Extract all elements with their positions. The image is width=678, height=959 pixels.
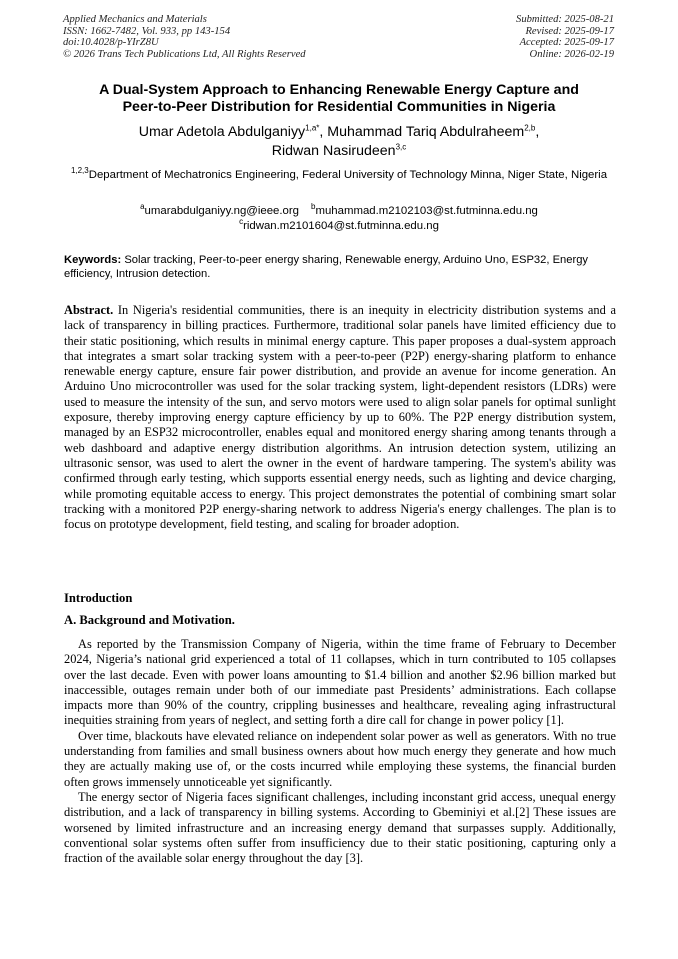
journal-header-right: [516, 14, 614, 60]
intro-paragraph-1: As reported by the Transmission Company of Nigeria, within the time frame of February to December 2024, Nigeria’s national grid experienced a total of 11 collapses, which in turn contributed to 105 collapses over the last decade. Even with power loans amounting to $1.4 billion and another $2.96 billion marked but inaccessible, outages remain under both of our immediate past Presidents’ administrations. Each collapse impacts more than 90% of the country, crippling businesses and healthcare, revealing aging infrastructural inequities straining from years of neglect, and setting forth a dire call for change in power policy [1].: [64, 637, 616, 728]
keywords-text: Solar tracking, Peer-to-peer energy sharing, Renewable energy, Arduino Uno, ESP32, Energy efficiency, Intrusion detection.: [64, 254, 589, 280]
author-1-sup: 1,a*: [305, 123, 320, 133]
revised-date: Revised: 2025-09-17: [525, 25, 614, 37]
journal-doi: doi:10.4028/p-YIrZ8U: [63, 37, 159, 49]
title-line-2: Peer-to-Peer Distribution for Residential Communities in Nigeria: [122, 99, 556, 115]
abstract-label: Abstract.: [64, 303, 114, 317]
affiliation: [60, 168, 618, 183]
email-c[interactable]: ridwan.m2101604@st.futminna.edu.ng: [243, 220, 439, 232]
author-3: Ridwan Nasirudeen: [271, 143, 396, 159]
email-a[interactable]: umarabdulganiyy.ng@ieee.org: [144, 205, 300, 217]
journal-copyright: © 2026 Trans Tech Publications Ltd, All Rights Reserved: [63, 48, 306, 60]
online-date: Online: 2026-02-19: [529, 48, 614, 60]
keywords-label: Keywords:: [64, 254, 122, 266]
author-2-sup: 2,b: [524, 123, 536, 133]
section-heading-introduction: Introduction: [64, 591, 133, 605]
author-1: Umar Adetola Abdulganiyy: [138, 124, 306, 140]
submitted-date: Submitted: 2025-08-21: [516, 14, 614, 25]
author-2: Muhammad Tariq Abdulraheem: [327, 124, 525, 140]
intro-paragraph-3: The energy sector of Nigeria faces significant challenges, including inconstant grid access, unequal energy distribution, and a lack of transparency in billing systems. According to Gbeminiyi et al.[2] These issues are worsened by limited infrastructure and an increasing energy demand that surpasses supply. Additionally, conventional solar systems often suffer from insufficiency due to their static positioning, capturing only a fraction of the available solar energy throughout the day [3].: [64, 789, 616, 866]
intro-paragraph-2: Over time, blackouts have elevated reliance on independent solar power as well as generators. With no true understanding from families and small business owners about how much energy they generate and how much they are actually making use of, or the costs incurred while employing these systems, the financial burden often grows immensely unnoticeable yet significantly.: [64, 728, 616, 789]
journal-issn: ISSN: 1662-7482, Vol. 933, pp 143-154: [63, 25, 231, 37]
email-c-sup: c: [239, 217, 244, 227]
paper-title: [40, 82, 638, 116]
author-emails: [60, 204, 618, 234]
abstract: [64, 303, 616, 532]
subsection-heading-background: A. Background and Motivation.: [64, 613, 235, 627]
introduction-body: [64, 637, 616, 866]
accepted-date: Accepted: 2025-09-17: [519, 37, 614, 49]
journal-name: Applied Mechanics and Materials: [63, 14, 207, 25]
affiliation-sup: 1,2,3: [70, 166, 89, 176]
abstract-text: In Nigeria's residential communities, there is an inequity in electricity distribution systems and a lack of transparency in billing practices. Furthermore, traditional solar panels have limited efficiency due to their static positioning, which results in minimal energy capture. This paper proposes a dual-system approach that integrates a smart solar tracking system with a peer-to-peer (P2P) energy-sharing platform to enhance renewable energy capture, ensure fair power distribution, and provide an avenue for income generation. An Arduino Uno microcontroller was used for the solar tracking system, light-dependent resistors (LDRs) were used to measure the intensity of the sun, and servo motors were used to align solar panels for optimal sunlight exposure, thereby improving energy capture efficiency by up to 60%. The P2P energy distribution system, managed by an ESP32 microcontroller, enables equal and monitored energy sharing among tenants through a web dashboard and adaptive energy distribution algorithms. An intrusion detection system, utilizing an ultrasonic sensor, was used to alert the owner in the event of hardware tampering. The system's ability was confirmed through early testing, which supports essential energy needs, such as lighting and device charging, while promoting equitable access to energy. This project demonstrates the potential of combining smart solar tracking with a monitored P2P energy-sharing network to address Nigeria's energy challenges. The plan is to focus on prototype development, field testing, and scaling for broader adoption.: [64, 303, 616, 532]
title-line-1: A Dual-System Approach to Enhancing Renewable Energy Capture and: [99, 82, 579, 98]
keywords: [64, 254, 616, 281]
email-b[interactable]: muhammad.m2102103@st.futminna.edu.ng: [315, 205, 538, 217]
author-3-sup: 3,c: [395, 142, 407, 152]
email-a-sup: a: [140, 202, 145, 212]
email-b-sup: b: [311, 202, 316, 212]
author-list: Umar Adetola Abdulganiyy$^{1,a*}$, Muhammad Tariq Abdulraheem$^{2,b}$, Ridwan Nasirudeen$^{3,c}$: [138, 123, 540, 159]
journal-header-left: [63, 14, 306, 60]
affiliation-text: Department of Mechatronics Engineering, Federal University of Technology Minna, Niger State, Nigeria: [88, 169, 608, 181]
